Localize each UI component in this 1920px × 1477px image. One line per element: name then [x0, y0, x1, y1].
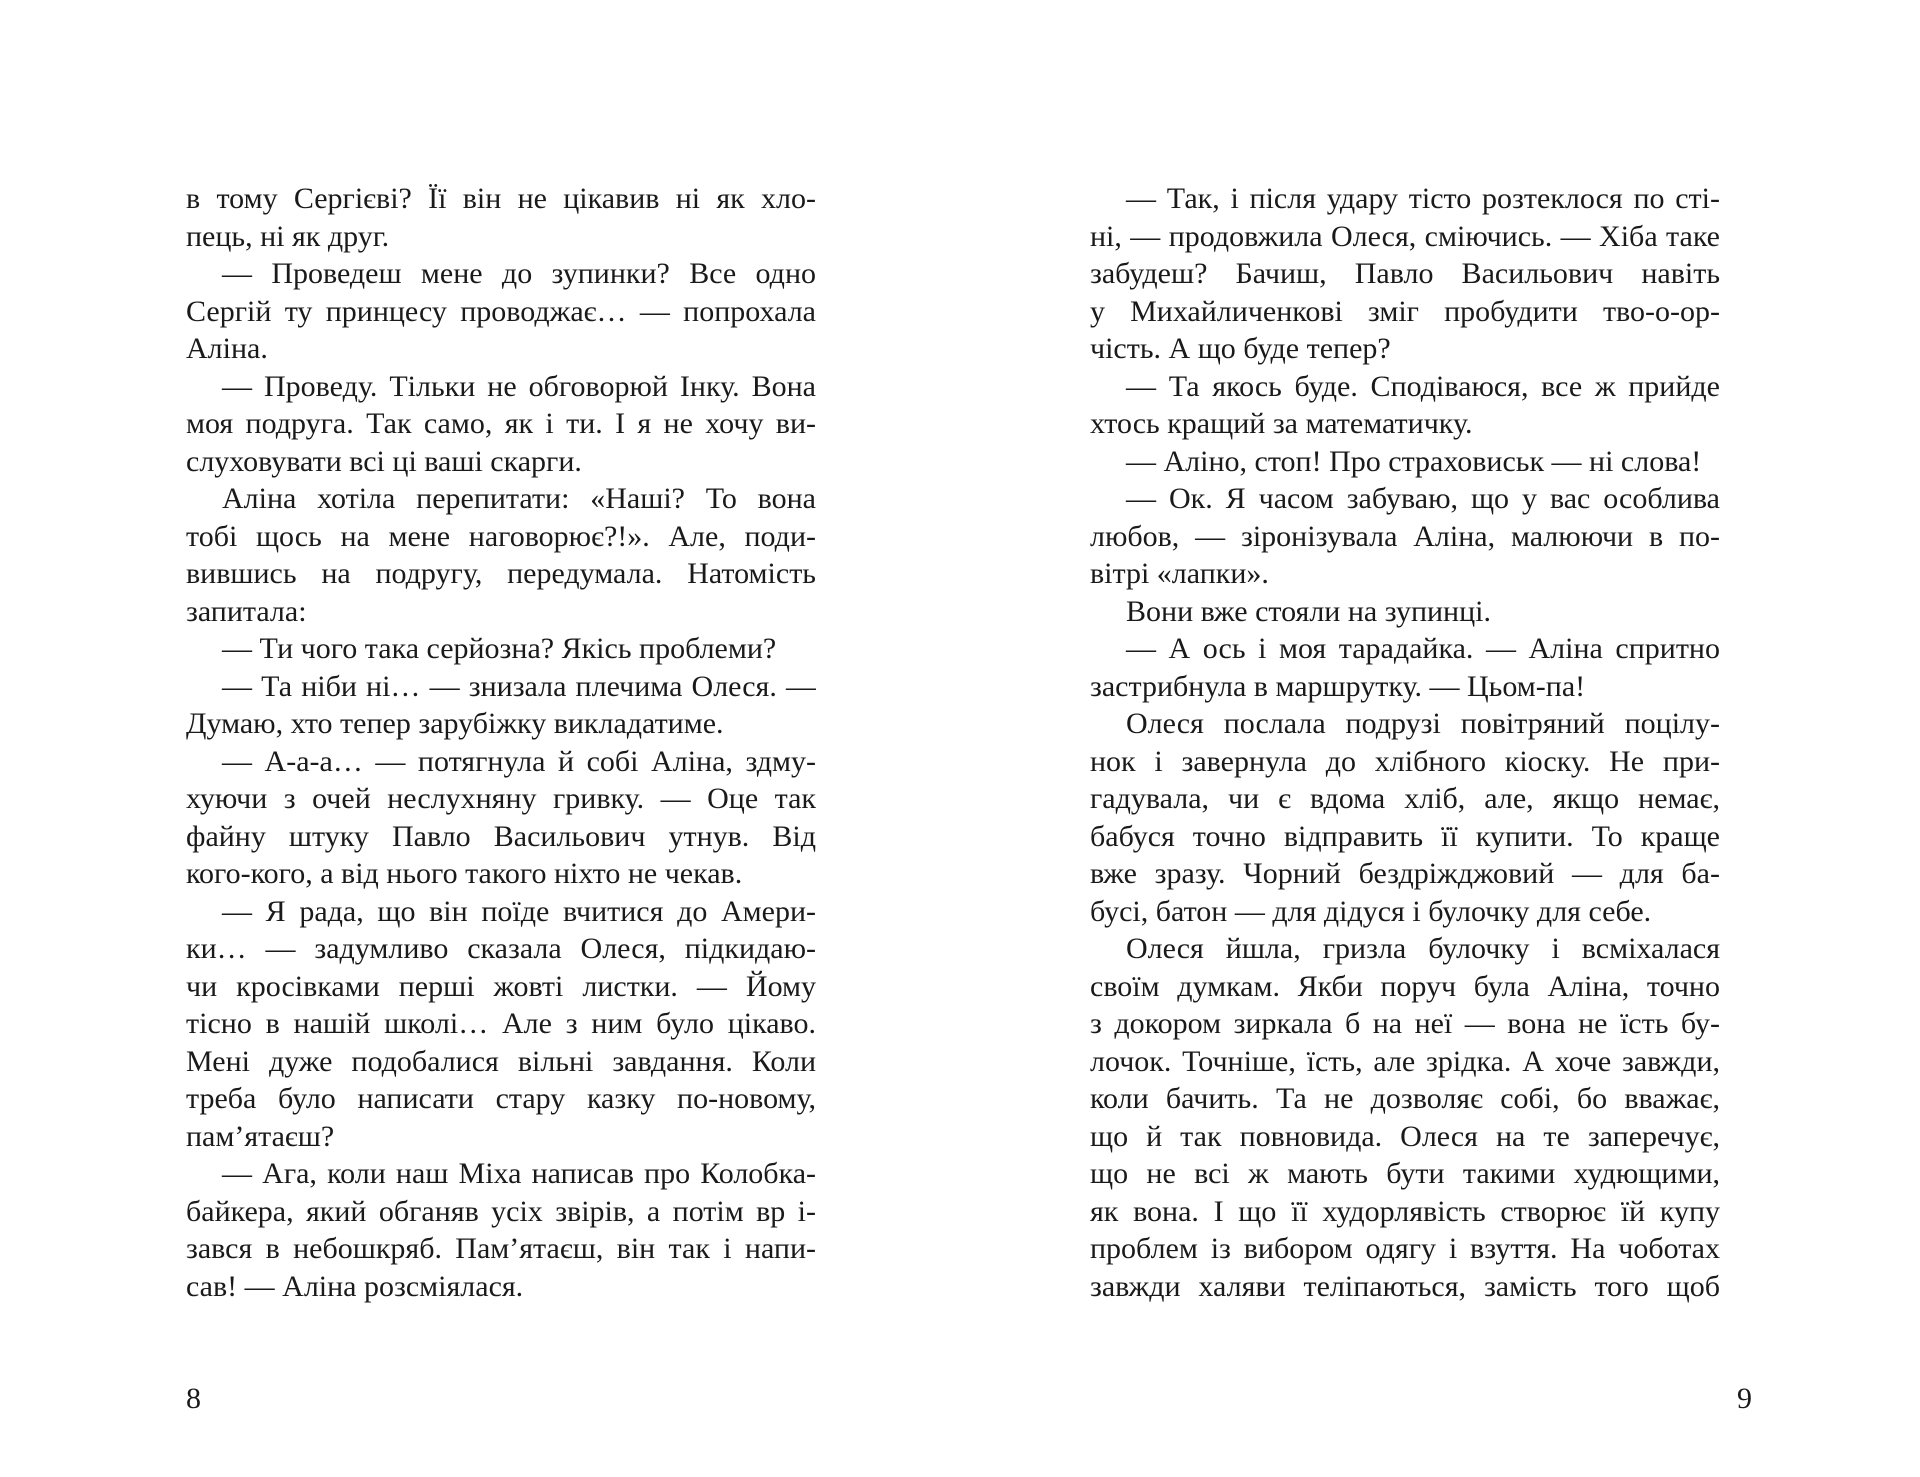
text-line: вившись на подругу, передумала. Натомість [186, 557, 816, 590]
text-line: — Аліно, стоп! Про страховиськ — ні слова! [1126, 444, 1702, 478]
text-line: пам’ятаєш? [186, 1119, 335, 1153]
text-line: Мені дуже подобалися вільні завдання. Коли [186, 1044, 816, 1078]
right-page [960, 0, 1920, 1477]
text-line: хтось кращий за математичку. [1090, 407, 1473, 440]
text-line: ні, — продовжила Олеся, сміючись. — Хіба таке [1090, 219, 1720, 253]
text-line: пець, ні як друг. [186, 219, 390, 253]
text-line: тісно в нашій школі… Але з ним було цікаво. [186, 1007, 816, 1040]
text-line: — Проведу. Тільки не обговорюй Інку. Вона [222, 369, 816, 403]
text-line: тобі щось на мене наговорює?!». Але, поди- [186, 519, 816, 553]
text-line: з докором зиркала б на неї — вона не їсть бу- [1090, 1007, 1720, 1040]
right-page-text [1090, 180, 1720, 1305]
text-line: Думаю, хто тепер зарубіжку викладатиме. [186, 707, 724, 740]
text-line: байкера, який обганяв усіх звірів, а потім вр і- [186, 1194, 816, 1228]
text-line: що не всі ж мають бути такими худющими, [1090, 1157, 1720, 1190]
text-line: Олеся послала подрузі повітряний поцілу- [1126, 707, 1720, 740]
text-line: Олеся йшла, гризла булочку і всміхалася [1126, 932, 1720, 965]
text-line: — Я рада, що він поїде вчитися до Амери- [222, 894, 816, 928]
text-line: вже зразу. Чорний бездріжджовий — для ба- [1090, 857, 1720, 890]
text-line: файну штуку Павло Васильович утнув. Від [186, 819, 816, 853]
text-line: бабуся точно відправить її купити. То краще [1090, 819, 1720, 853]
text-line: у Михайличенкові зміг пробудити тво-о-ор- [1090, 294, 1720, 328]
text-line: — Ага, коли наш Міха написав про Колобка- [222, 1157, 816, 1190]
text-line: — Та ніби ні… — знизала плечима Олеся. — [222, 669, 816, 703]
text-line: як вона. І що її худорлявість створює їй купу [1090, 1194, 1720, 1228]
text-line: чість. А що буде тепер? [1090, 332, 1391, 365]
text-line: проблем із вибором одягу і взуття. На чоботах [1090, 1232, 1720, 1265]
text-line: — Проведеш мене до зупинки? Все одно [222, 257, 816, 290]
text-line: своїм думкам. Якби поруч була Аліна, точно [1090, 969, 1720, 1003]
text-line: бусі, батон — для дідуся і булочку для себе. [1090, 894, 1652, 928]
text-line: Аліна хотіла перепитати: «Наші? То вона [222, 482, 816, 515]
text-line: Вони вже стояли на зупинці. [1126, 594, 1491, 628]
text-line: ки… — задумливо сказала Олеся, підкидаю- [186, 932, 816, 965]
text-line: любов, — зіронізувала Аліна, малюючи в по- [1090, 519, 1720, 553]
text-line: — А ось і моя тарадайка. — Аліна спритно [1126, 632, 1720, 665]
text-line: хуючи з очей неслухняну гривку. — Оце так [186, 782, 816, 815]
text-line: нок і завернула до хлібного кіоску. Не при- [1090, 744, 1720, 778]
text-line: в тому Сергієві? Її він не цікавив ні як хло- [186, 182, 816, 215]
text-line: сав! — Аліна розсміялася. [186, 1269, 524, 1303]
text-line: Аліна. [186, 332, 268, 365]
text-line: — Так, і після удару тісто розтеклося по сті- [1126, 182, 1720, 215]
text-line: забудеш? Бачиш, Павло Васильович навіть [1090, 257, 1720, 290]
text-line: лочок. Точніше, їсть, але зрідка. А хоче завжди, [1090, 1044, 1720, 1078]
text-line: коли бачить. Та не дозволяє собі, бо вважає, [1090, 1082, 1720, 1115]
text-line: кого-кого, а від нього такого ніхто не чекав. [186, 857, 743, 890]
text-line: слуховувати всі ці ваші скарги. [186, 444, 582, 478]
page-number: 9 [1737, 1382, 1752, 1415]
text-line: запитала: [186, 594, 307, 628]
text-line: — А-а-а… — потягнула й собі Аліна, здму- [222, 744, 816, 778]
text-line: треба було написати стару казку по-новому, [186, 1082, 816, 1115]
text-line: Сергій ту принцесу проводжає… — попрохала [186, 294, 816, 328]
text-line: застрибнула в маршрутку. — Цьом-па! [1090, 669, 1586, 703]
text-line: зався в небошкряб. Пам’ятаєш, він так і напи- [186, 1232, 816, 1265]
text-line: чи кросівками перші жовті листки. — Йому [186, 969, 816, 1003]
text-line: завжди халяви теліпаються, замість того щоб [1090, 1269, 1720, 1303]
text-line: моя подруга. Так само, як і ти. І я не хочу ви- [186, 407, 816, 440]
text-line: вітрі «лапки». [1090, 557, 1269, 590]
page-number: 8 [186, 1382, 201, 1415]
text-line: — Ти чого така серйозна? Якісь проблеми? [222, 632, 777, 665]
text-line: що й так повновида. Олеся на те заперечує, [1090, 1119, 1720, 1153]
text-line: — Та якось буде. Сподіваюся, все ж прийде [1126, 369, 1720, 403]
left-page-text [186, 180, 816, 1305]
text-line: — Ок. Я часом забуваю, що у вас особлива [1126, 482, 1720, 515]
text-line: гадувала, чи є вдома хліб, але, якщо немає, [1090, 782, 1720, 815]
